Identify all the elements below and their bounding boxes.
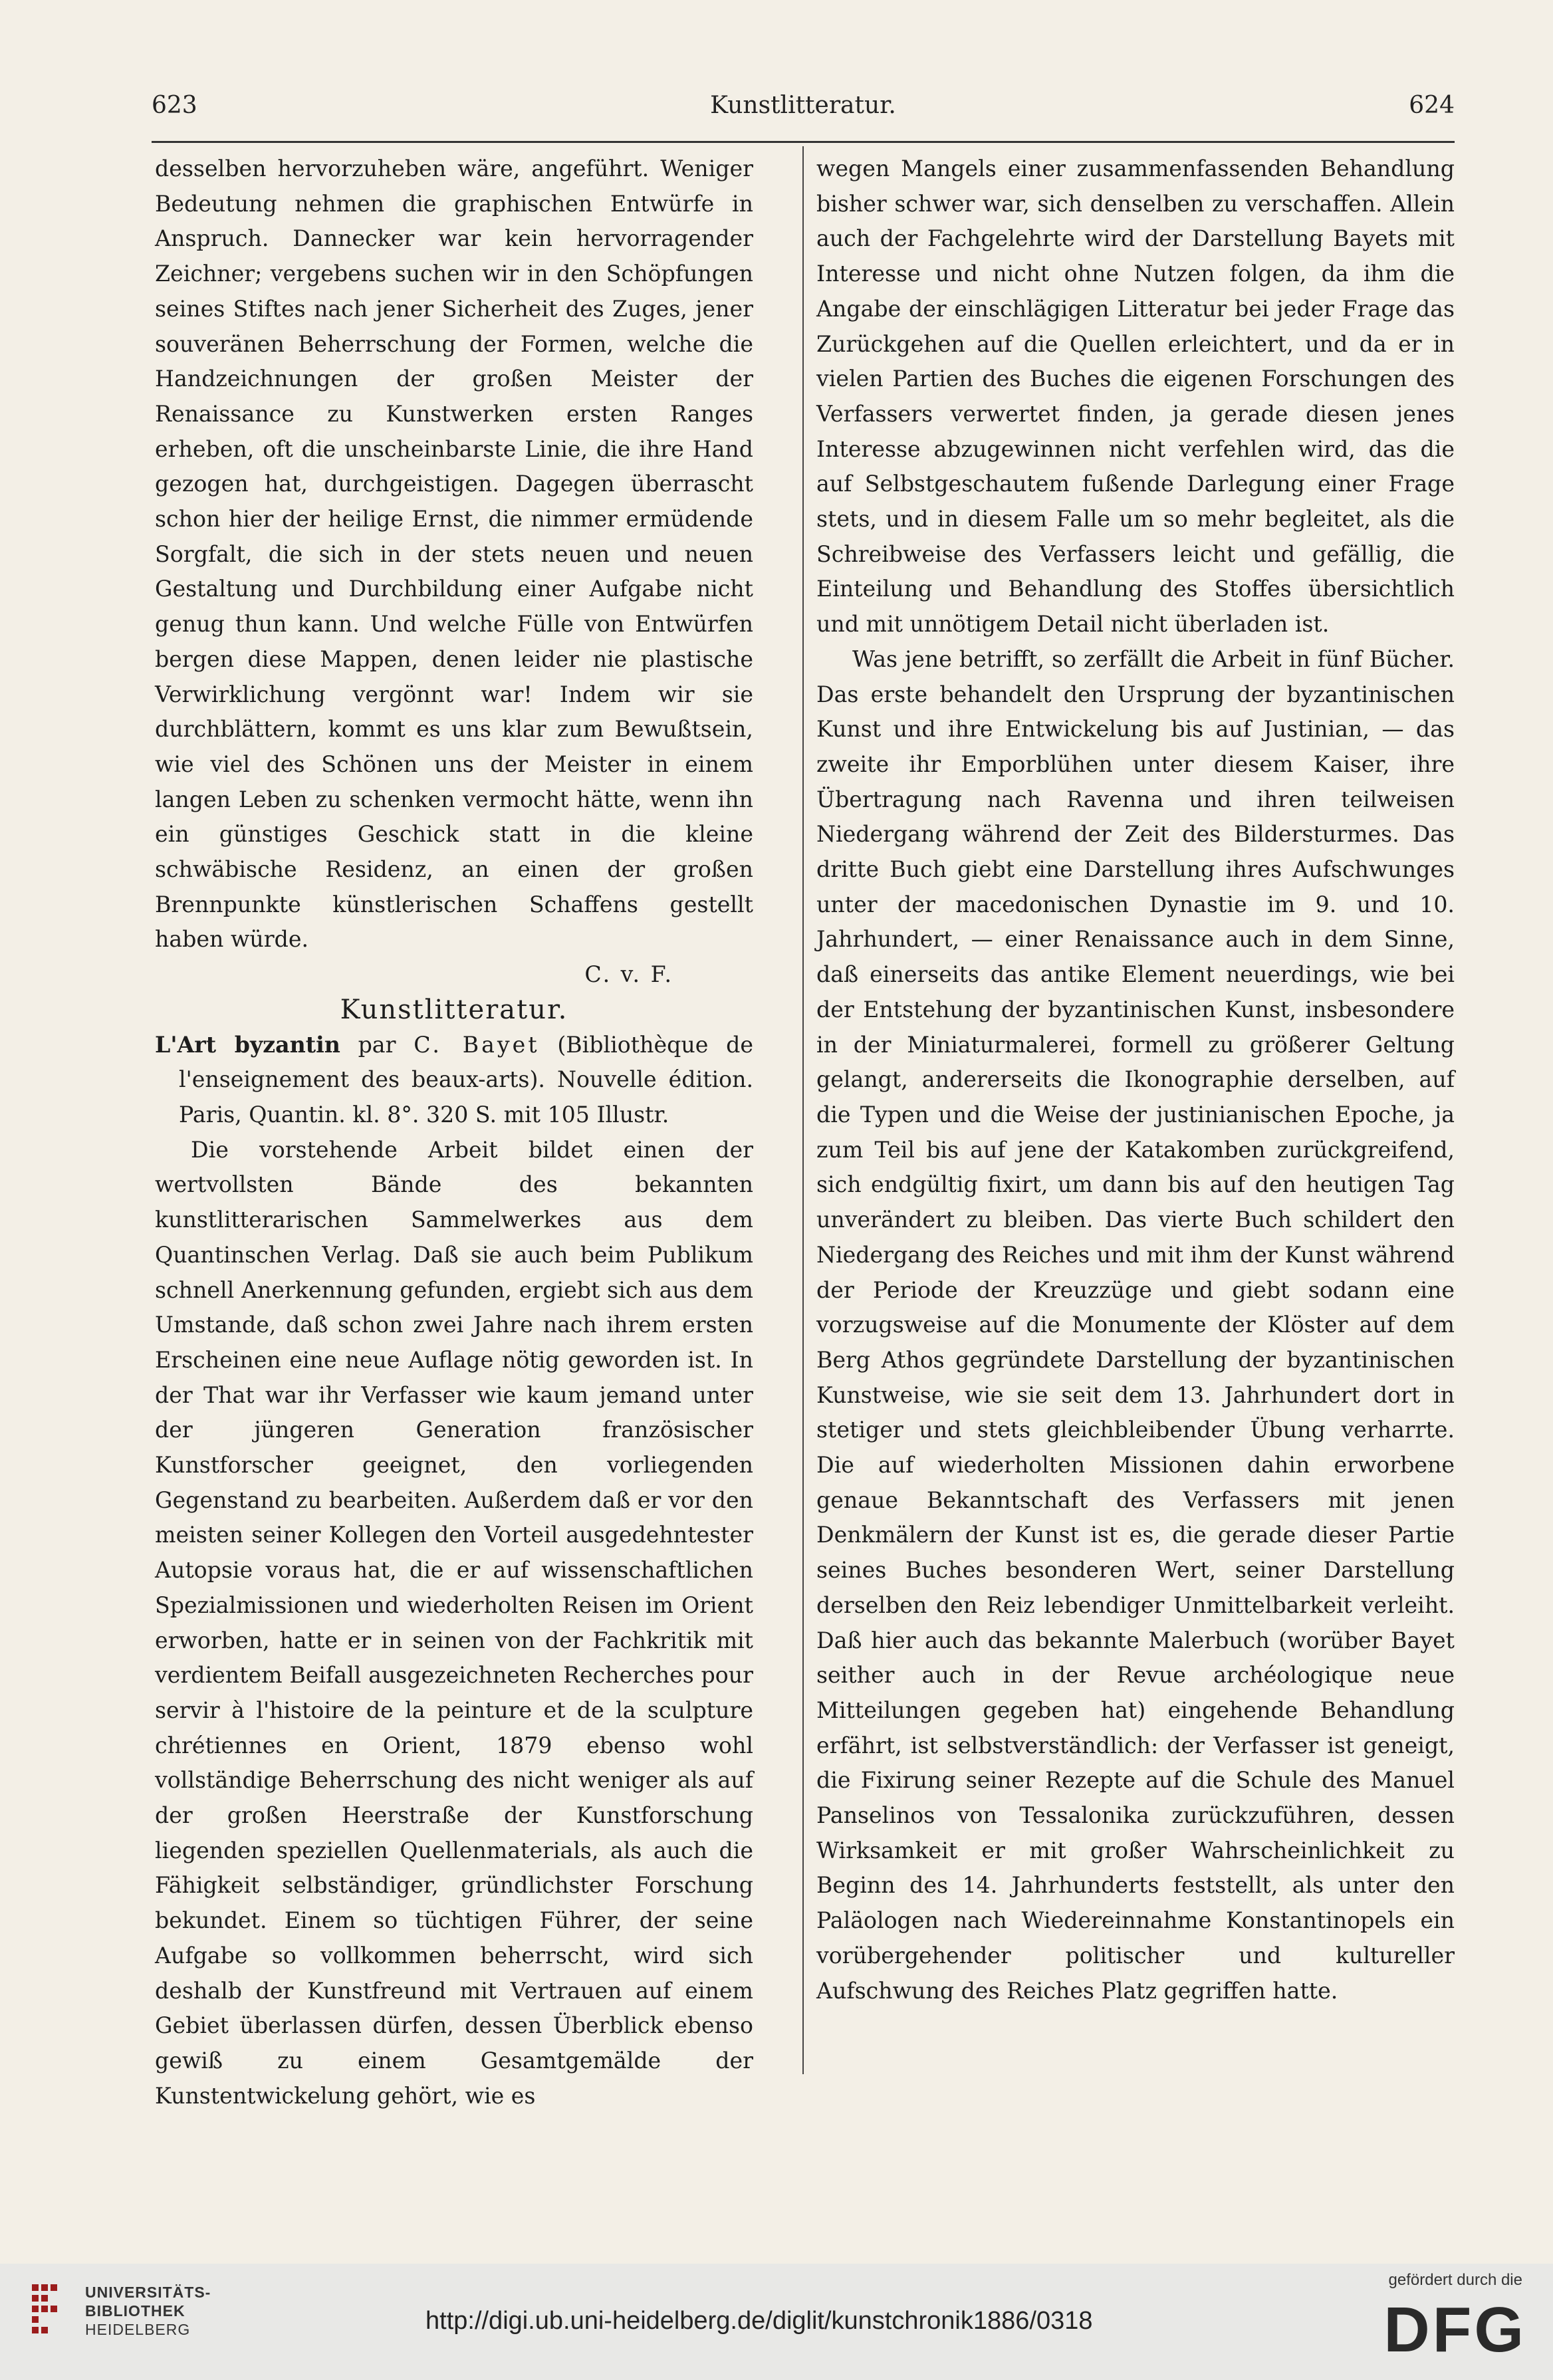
entry-par: par bbox=[358, 1031, 396, 1058]
library-name bbox=[85, 2283, 211, 2339]
dfg-logo: DFG bbox=[1383, 2294, 1526, 2365]
library-line-1: UNIVERSITÄTS- bbox=[85, 2284, 211, 2301]
entry-details: (Bibliothèque de l'enseignement des beaux-arts). Nouvelle édition. Paris, Quantin. kl. 8°. 320 S. mit 105 Illustr. bbox=[179, 1031, 753, 1128]
library-line-2: BIBLIOTHEK bbox=[85, 2302, 185, 2320]
left-column bbox=[155, 152, 753, 2113]
entry-author: C. Bayet bbox=[414, 1031, 540, 1058]
university-library-logo-icon bbox=[29, 2280, 76, 2347]
page-number-left: 623 bbox=[152, 92, 197, 119]
entry-title: L'Art byzantin bbox=[155, 1031, 340, 1058]
right-paragraph-1: wegen Mangels einer zusammenfassenden Behandlung bisher schwer war, sich denselben zu verschaffen. Allein auch der Fachgelehrte wird der Darstellung Bayets mit Interesse und nicht ohne Nutzen folgen, da ihm die Angabe der einschlägigen Litteratur bei jeder Frage das Zurückgehen auf die Quellen erleichtert, und da er in vielen Partien des Buches die eigenen Forschungen des Verfassers verwertet finden, ja gerade diesen jenes Interesse abzugewinnen nicht verfehlen wird, das die auf Selbstgeschautem fußende Darlegung einer Frage stets, und in diesem Falle um so mehr begleitet, als die Schreibweise des Verfassers leicht und gefällig, die Einteilung und Behandlung des Stoffes übersichtlich und mit unnötigem Detail nicht überladen ist. bbox=[816, 156, 1455, 638]
running-title: Kunstlitteratur. bbox=[710, 92, 896, 119]
right-paragraph-2: Was jene betrifft, so zerfällt die Arbeit in fünf Bücher. Das erste behandelt den Ursprung der byzantinischen Kunst und ihre Entwickelung bis auf Justinian, — das zweite ihr Emporblühen unter diesem Kaiser, ihre Übertragung nach Ravenna und ihren teilweisen Niedergang während der Zeit des Bildersturmes. Das dritte Buch giebt eine Darstellung ihres Aufschwunges unter der macedonischen Dynastie im 9. und 10. Jahrhundert, — einer Renaissance auch in dem Sinne, daß einerseits das antike Element neuerdings, wie bei der Entstehung der byzantinischen Kunst, insbesondere in der Miniaturmalerei, formell zu größerer Geltung gelangt, andererseits die Ikonographie derselben, auf die Typen und die Weise der justinianischen Epoche, ja zum Teil bis auf jene der Katakomben zurückgreifend, sich endgültig fixirt, um dann bis auf den heutigen Tag unverändert zu bleiben. Das vierte Buch schildert den Niedergang des Reiches und mit ihm der Kunst während der Periode der Kreuzzüge und giebt sodann eine vorzugsweise auf die Monumente der Klöster auf dem Berg Athos gegründete Darstellung der byzantinischen Kunstweise, wie sie seit dem 13. Jahrhundert dort in stetiger und stets gleichbleibender Übung verharrte. Die auf wiederholten Missionen dahin erworbene genaue Bekanntschaft des Verfassers mit jenen Denkmälern der Kunst ist es, die gerade dieser Partie seines Buches besonderen Wert, seiner Darstellung derselben den Reiz lebendiger Unmittelbarkeit verleiht. Daß hier auch das bekannte Malerbuch (worüber Bayet seither auch in der Revue archéologique neue Mitteilungen gegeben hat) eingehende Behandlung erfährt, ist selbstverständlich: der Verfasser ist geneigt, die Fixirung seiner Rezepte auf die Schule des Manuel Panselinos von Tessalonika zurückzuführen, dessen Wirksamkeit er mit großer Wahrscheinlichkeit zu Beginn des 14. Jahrhunderts feststellt, als unter den Paläologen nach Wiedereinnahme Konstantinopels ein vorübergehender politischer und kultureller Aufschwung des Reiches Platz gegriffen hatte. bbox=[816, 646, 1455, 2004]
library-line-3: HEIDELBERG bbox=[85, 2321, 191, 2338]
digitization-url-link[interactable]: http://digi.ub.uni-heidelberg.de/diglit/kunstchronik1886/0318 bbox=[425, 2307, 1093, 2335]
left-paragraph-1: desselben hervorzuheben wäre, angeführt. Weniger Bedeutung nehmen die graphischen Entwürfe in Anspruch. Dannecker war kein hervorragender Zeichner; vergebens suchen wir in den Schöpfungen seines Stiftes nach jener Sicherheit des Zuges, jener souveränen Beherrschung der Formen, welche die Handzeichnungen der großen Meister der Renaissance zu Kunstwerken ersten Ranges erheben, oft die unscheinbarste Linie, die ihre Hand gezogen hat, durchgeistigen. Dagegen überrascht schon hier der heilige Ernst, die nimmer ermüdende Sorgfalt, die sich in der stets neuen und neuen Gestaltung und Durchbildung einer Aufgabe nicht genug thun kann. Und welche Fülle von Entwürfen bergen diese Mappen, denen leider nie plastische Verwirklichung vergönnt war! Indem wir sie durchblättern, kommt es uns klar zum Bewußtsein, wie viel des Schönen uns der Meister in einem langen Leben zu schenken vermocht hätte, wenn ihn ein günstiges Geschick statt in die kleine schwäbische Residenz, an einen der großen Brennpunkte künstlerischen Schaffens gestellt haben würde. bbox=[155, 156, 753, 953]
signature: C. v. F. bbox=[584, 961, 673, 988]
section-heading: Kunstlitteratur. bbox=[340, 994, 568, 1025]
page-number-right: 624 bbox=[1409, 92, 1455, 119]
left-paragraph-2: Die vorstehende Arbeit bildet einen der wertvollsten Bände des bekannten kunstlitterarischen Sammelwerkes aus dem Quantinschen Verlag. Daß sie auch beim Publikum schnell Anerkennung gefunden, ergiebt sich aus dem Umstande, daß schon zwei Jahre nach ihrem ersten Erscheinen eine neue Auflage nötig geworden ist. In der That war ihr Verfasser wie kaum jemand unter der jüngeren Generation französischer Kunstforscher geeignet, den vorliegenden Gegenstand zu bearbeiten. Außerdem daß er vor den meisten seiner Kollegen den Vorteil ausgedehntester Autopsie voraus hat, die er auf wissenschaftlichen Spezialmissionen und wiederholten Reisen im Orient erworben, hatte er in seinen von der Fachkritik mit verdientem Beifall ausgezeichneten Recherches pour servir à l'histoire de la peinture et de la sculpture chrétiennes en Orient, 1879 ebenso wohl vollständige Beherrschung des nicht weniger als auf der großen Heerstraße der Kunstforschung liegenden speziellen Quellenmaterials, als auch die Fähigkeit selbständiger, gründlichster Forschung bekundet. Einem so tüchtigen Führer, der seine Aufgabe so vollkommen beherrscht, wird sich deshalb der Kunstfreund mit Vertrauen auf einem Gebiet überlassen dürfen, dessen Überblick ebenso gewiß zu einem Gesamtgemälde der Kunstentwickelung gehört, wie es bbox=[155, 1136, 753, 2109]
header-rule bbox=[152, 141, 1455, 143]
bibliographic-entry bbox=[155, 1028, 753, 1133]
column-divider bbox=[802, 146, 804, 2074]
running-header bbox=[152, 92, 1455, 132]
right-column bbox=[816, 152, 1455, 2008]
funding-label: gefördert durch die bbox=[1388, 2271, 1522, 2289]
